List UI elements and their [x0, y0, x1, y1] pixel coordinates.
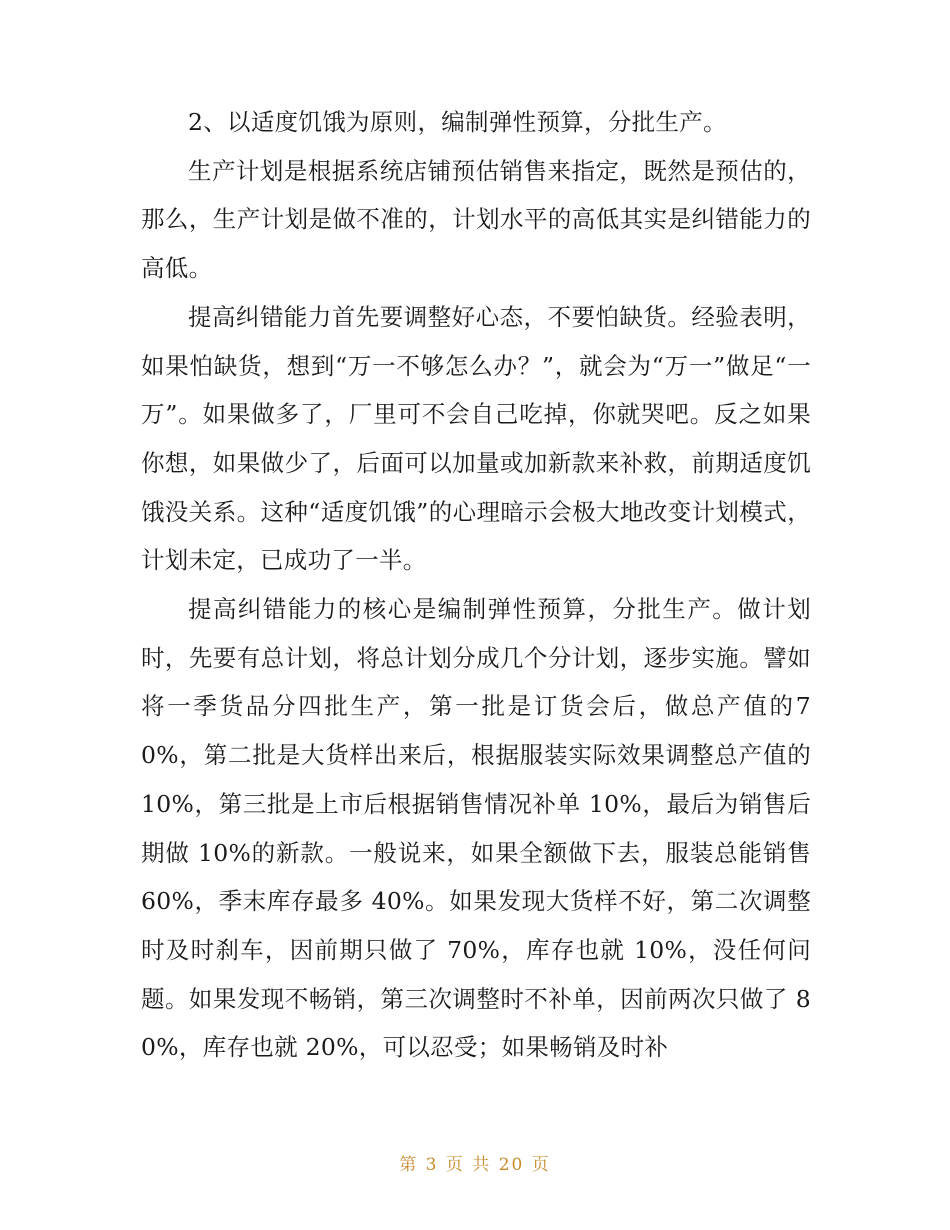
- paragraph: 提高纠错能力的核心是编制弹性预算，分批生产。做计划时，先要有总计划，将总计划分成几个分计划，逐步实施。譬如将一季货品分四批生产，第一批是订货会后，做总产值的70%，第二批是大货样出来后，根据服装实际效果调整总产值的 10%，第三批是上市后根据销售情况补单 10%，最后为销售后期做 10%的新款。一般说来，如果全额做下去，服装总能销售 60%，季末库存最多 40%。如果发现大货样不好，第二次调整时及时刹车，因前期只做了 70%，库存也就 10%，没任何问题。如果发现不畅销，第三次调整时不补单，因前两次只做了 80%，库存也就 20%，可以忍受；如果畅销及时补: [141, 595, 811, 1062]
- paragraph: 提高纠错能力首先要调整好心态，不要怕缺货。经验表明，如果怕缺货，想到“万一不够怎么办？”，就会为“万一”做足“一万”。如果做多了，厂里可不会自己吃掉，你就哭吧。反之如果你想，如果做少了，后面可以加量或加新款来补救，前期适度饥饿没关系。这种“适度饥饿”的心理暗示会极大地改变计划模式，计划未定，已成功了一半。: [141, 302, 811, 575]
- paragraph: 生产计划是根据系统店铺预估销售来指定，既然是预估的，那么，生产计划是做不准的，计划水平的高低其实是纠错能力的高低。: [141, 156, 811, 283]
- page-footer: [0, 1150, 950, 1175]
- paragraph-heading: 2、以适度饥饿为原则，编制弹性预算，分批生产。: [188, 108, 727, 136]
- document-body: [141, 98, 811, 1072]
- page-number: 第 3 页 共 20 页: [399, 1155, 551, 1175]
